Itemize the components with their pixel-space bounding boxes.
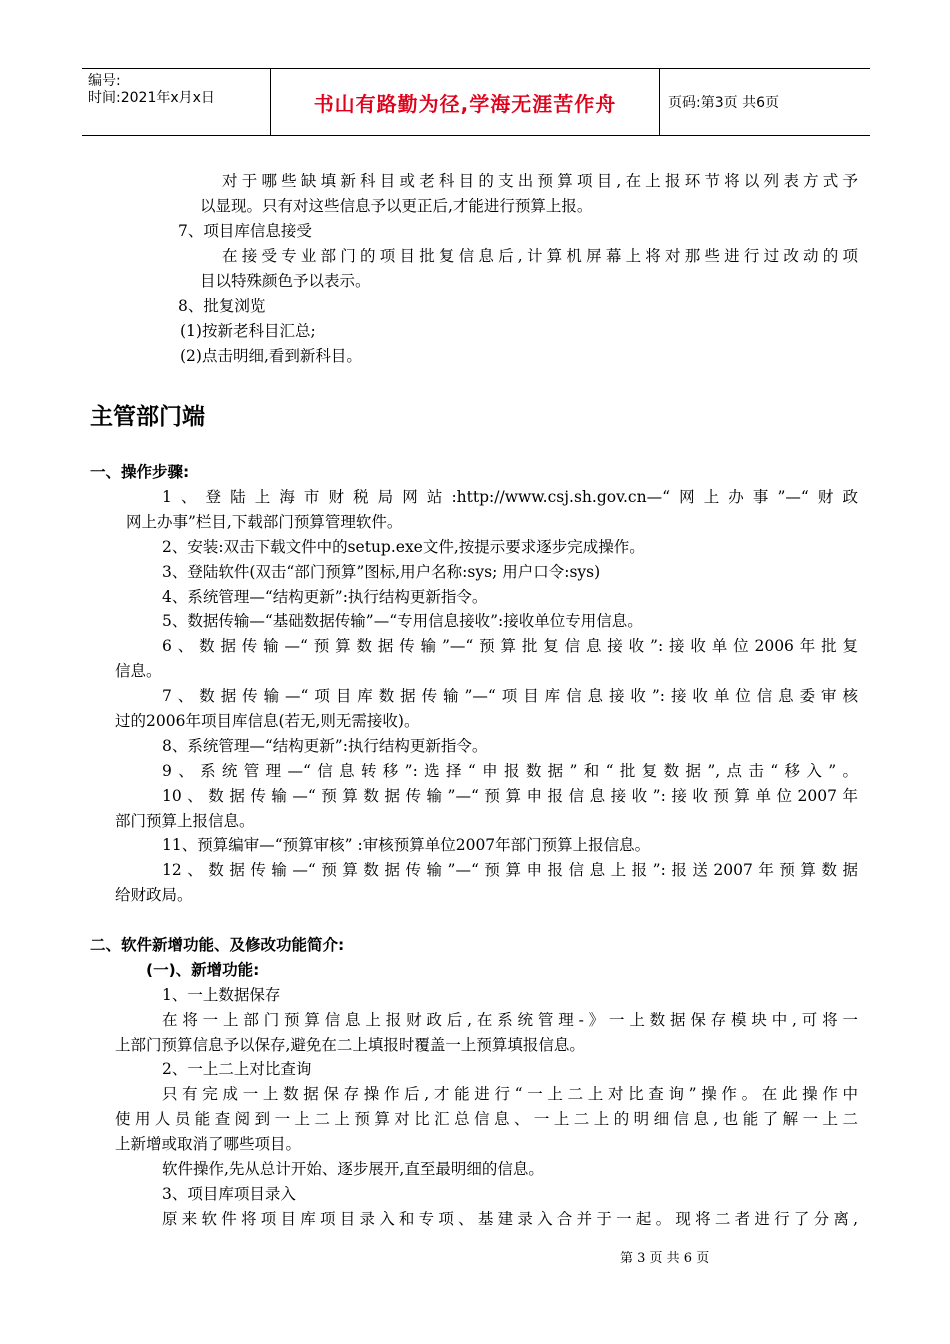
step-line: 部门预算上报信息。	[115, 812, 255, 830]
step-line: 5、数据传输—“基础数据传输”—“专用信息接收”:接收单位专用信息。	[162, 612, 643, 630]
step-line: 8、系统管理—“结构更新”:执行结构更新指令。	[162, 737, 488, 755]
steps-heading: 一、操作步骤:	[90, 463, 190, 481]
paragraph-line: 在接受专业部门的项目批复信息后,计算机屏幕上将对那些进行过改动的项	[222, 247, 858, 265]
feature-title: 1、一上数据保存	[162, 986, 281, 1004]
page-footer: 第 3 页 共 6 页	[620, 1251, 710, 1266]
step-line: 4、系统管理—“结构更新”:执行结构更新指令。	[162, 588, 488, 606]
paragraph-line: 目以特殊颜色予以表示。	[200, 272, 371, 290]
features-heading: 二、软件新增功能、及修改功能简介:	[90, 936, 345, 954]
step-line: 9、系统管理—“信息转移”:选择“申报数据”和“批复数据”,点击“移入”。	[162, 762, 858, 780]
feature-line: 原来软件将项目库项目录入和专项、基建录入合并于一起。现将二者进行了分离,	[162, 1210, 858, 1228]
feature-title: 3、项目库项目录入	[162, 1185, 296, 1203]
section-title: 主管部门端	[90, 404, 205, 430]
time-label: 时间:2021年x月x日	[88, 90, 215, 106]
feature-title: 2、一上二上对比查询	[162, 1060, 312, 1078]
item-title: 8、批复浏览	[178, 297, 266, 315]
header-motto-cell	[270, 69, 660, 135]
feature-line: 软件操作,先从总计开始、逐步展开,直至最明细的信息。	[162, 1160, 544, 1178]
step-line: 10、数据传输—“预算数据传输”—“预算申报信息接收”:接收预算单位2007年	[162, 787, 858, 805]
item-title: 7、项目库信息接受	[178, 222, 312, 240]
step-line: 过的2006年项目库信息(若无,则无需接收)。	[115, 712, 420, 730]
step-line: 1、登陆上海市财税局网站:http://www.csj.sh.gov.cn—“网上办事”—“财政	[162, 488, 858, 506]
feature-line: 上新增或取消了哪些项目。	[115, 1135, 302, 1153]
document-header	[82, 68, 870, 136]
header-meta	[82, 69, 270, 135]
step-line: 2、安装:双击下载文件中的setup.exe文件,按提示要求逐步完成操作。	[162, 538, 645, 556]
step-line: 信息。	[115, 662, 162, 680]
paragraph-line: 对于哪些缺填新科目或老科目的支出预算项目,在上报环节将以列表方式予	[222, 172, 858, 190]
features-subheading: (一)、新增功能:	[146, 961, 260, 979]
paragraph-line: 以显现。只有对这些信息予以更正后,才能进行预算上报。	[200, 197, 593, 215]
step-line: 6、数据传输—“预算数据传输”—“预算批复信息接收”:接收单位2006年批复	[162, 637, 858, 655]
step-line: 12、数据传输—“预算数据传输”—“预算申报信息上报”:报送2007年预算数据	[162, 861, 858, 879]
step-line: 给财政局。	[115, 886, 193, 904]
list-item: (1)按新老科目汇总;	[180, 322, 316, 340]
header-motto: 书山有路勤为径,学海无涯苦作舟	[313, 91, 617, 116]
header-page-info: 页码:第3页 共6页	[668, 95, 779, 111]
feature-line: 在将一上部门预算信息上报财政后,在系统管理-》一上数据保存模块中,可将一	[162, 1011, 858, 1029]
feature-line: 只有完成一上数据保存操作后,才能进行“一上二上对比查询”操作。在此操作中	[162, 1085, 858, 1103]
step-line: 11、预算编审—“预算审核” :审核预算单位2007年部门预算上报信息。	[162, 836, 651, 854]
feature-line: 使用人员能查阅到一上二上预算对比汇总信息、一上二上的明细信息,也能了解一上二	[115, 1110, 858, 1128]
step-line: 7、数据传输—“项目库数据传输”—“项目库信息接收”:接收单位信息委审核	[162, 687, 858, 705]
step-line: 3、登陆软件(双击“部门预算”图标,用户名称:sys; 用户口令:sys)	[162, 563, 601, 581]
list-item: (2)点击明细,看到新科目。	[180, 347, 362, 365]
code-label: 编号:	[88, 73, 121, 89]
feature-line: 上部门预算信息予以保存,避免在二上填报时覆盖一上预算填报信息。	[115, 1036, 585, 1054]
step-line: 网上办事”栏目,下载部门预算管理软件。	[126, 513, 403, 531]
